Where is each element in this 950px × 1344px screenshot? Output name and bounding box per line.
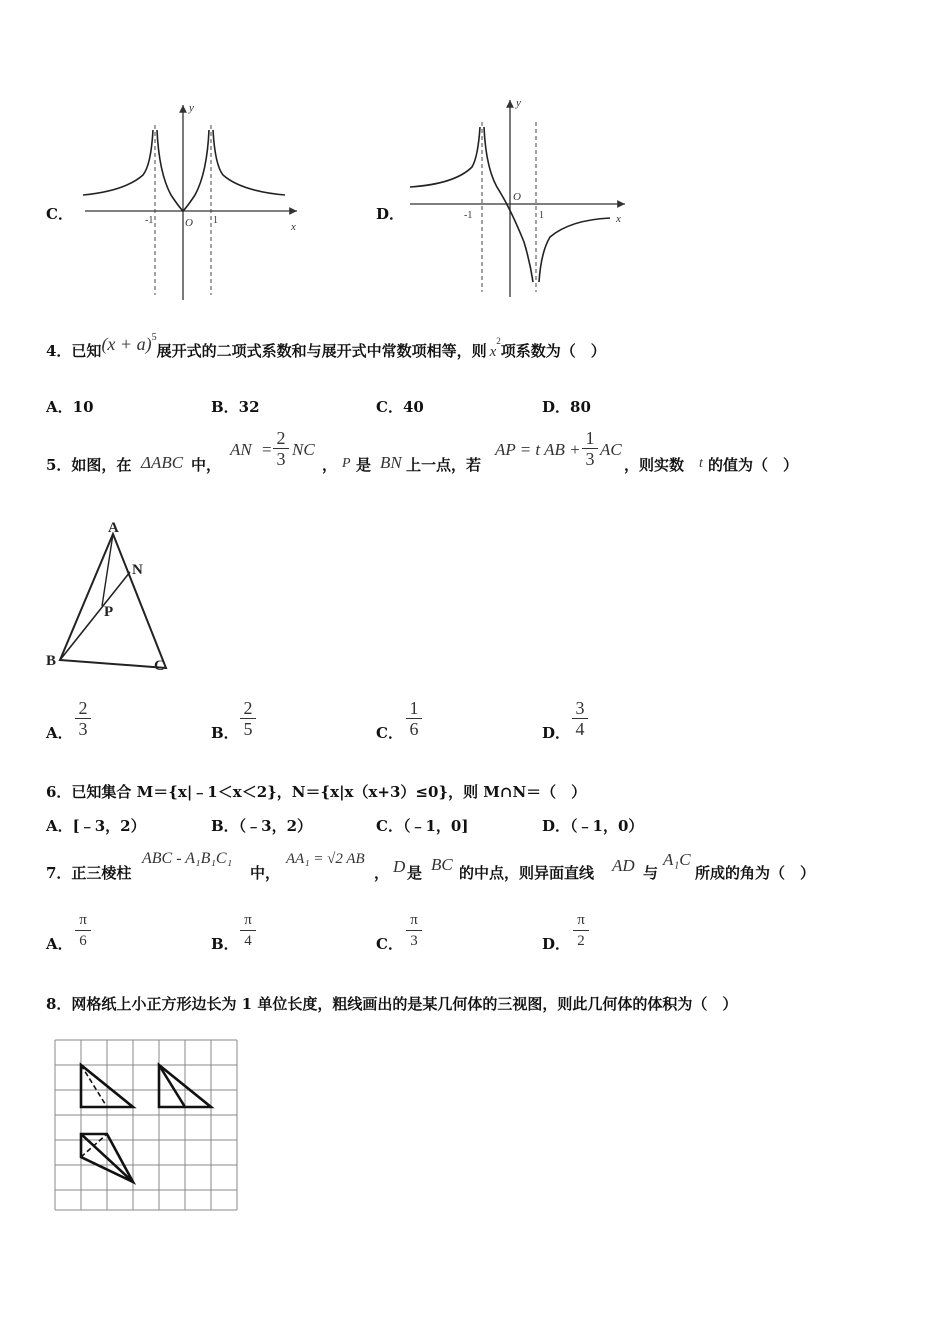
q5-fraction-1-3: 1 3 [580, 428, 600, 469]
q5-p: P [342, 456, 351, 471]
graph-c-curve-left [83, 130, 153, 195]
q5-an: AN [230, 440, 252, 459]
q5-option-a-label[interactable]: A． [46, 724, 73, 742]
graph-d-curve-right [539, 218, 610, 282]
q6-option-c[interactable]: C．（﹣1，0] [376, 817, 469, 835]
q7-number: 7．正三棱柱 [46, 864, 132, 882]
q7-option-a-value: π 6 [73, 910, 93, 951]
q6-option-a[interactable]: A．[﹣3，2） [46, 817, 146, 835]
graph-d-ylabel: y [516, 97, 521, 109]
question-5 [46, 428, 946, 478]
q5-option-c-label[interactable]: C． [376, 724, 403, 742]
q4-exponent: 5 [151, 331, 157, 343]
question-8: 8．网格纸上小正方形边长为 1 单位长度，粗线画出的是某几何体的三视图，则此几何体的体积为（ ） [46, 995, 738, 1013]
question-4 [46, 331, 606, 361]
q6-option-b[interactable]: B．（﹣3，2） [211, 817, 313, 835]
q7-option-b-value: π 4 [238, 910, 258, 951]
q7-aa1: AA₁ = √2 AB [286, 851, 365, 867]
q4-option-d[interactable]: D．80 [542, 398, 591, 416]
q5-option-d-value: 3 4 [570, 698, 590, 739]
q5-figure [40, 520, 180, 680]
q5-option-b-label[interactable]: B． [211, 724, 239, 742]
question-7 [46, 848, 946, 888]
q5-t: t [699, 456, 703, 471]
q7-prism: ABC - A₁B₁C₁ [142, 850, 233, 867]
q5-fraction-2-3: 2 3 [271, 428, 291, 469]
q5-option-d-label[interactable]: D． [542, 724, 571, 742]
q5-fig-a: A [108, 520, 119, 536]
q5-zhong: 中， [191, 456, 222, 474]
q7-option-b-label[interactable]: B． [211, 935, 239, 953]
q7-option-d-value: π 2 [571, 910, 591, 951]
q7-option-c-value: π 3 [404, 910, 424, 951]
q4-x: x [489, 344, 497, 360]
q7-mid: 的中点，则异面直线 [459, 864, 595, 882]
q7-a1c: A₁C [663, 850, 691, 869]
q4-option-a[interactable]: A．10 [46, 398, 94, 416]
q7-bc: BC [431, 855, 453, 874]
q7-d: D [393, 857, 406, 876]
graph-c-origin: O [185, 217, 193, 229]
graph-c-xlabel: x [291, 221, 296, 233]
q5-nc: NC [292, 440, 315, 459]
graph-d-tick-pos: 1 [539, 210, 544, 221]
q5-option-a-value: 2 3 [73, 698, 93, 739]
question-6: 6．已知集合 M＝{x|﹣1＜x＜2}，N＝{x|x（x+3）≤0}，则 M∩N＝（ ） [46, 783, 587, 801]
graph-c-ylabel: y [189, 102, 194, 114]
q5-fig-n: N [132, 562, 143, 578]
q7-shi: 是 [407, 864, 423, 882]
q7-option-a-label[interactable]: A． [46, 935, 73, 953]
q4-text2: 项系数为（ ） [500, 342, 606, 360]
graph-d-curve-left [410, 127, 480, 187]
q5-tail2: 的值为（ ） [708, 456, 799, 474]
q7-zhong: 中， [250, 864, 281, 882]
q7-option-d-label[interactable]: D． [542, 935, 571, 953]
graph-c-curve-mid-right [183, 130, 209, 211]
q5-fig-p: P [104, 604, 114, 620]
q5-option-c-value: 1 6 [404, 698, 424, 739]
q4-option-c[interactable]: C．40 [376, 398, 424, 416]
q4-option-b[interactable]: B．32 [211, 398, 260, 416]
graph-d-xlabel: x [616, 213, 621, 225]
q7-comma: ， [374, 864, 390, 882]
q4-expr: (x + a) [101, 334, 152, 354]
q5-option-b-value: 2 5 [238, 698, 258, 739]
q5-tail1: ，则实数 [624, 456, 685, 474]
graph-c-curve-mid-left [157, 130, 183, 211]
graph-d-tick-neg: -1 [464, 210, 473, 221]
option-c-label: C． [46, 205, 73, 223]
option-d-label: D． [376, 205, 405, 223]
q5-eq: = [262, 440, 272, 459]
q4-x-exponent: 2 [496, 335, 501, 346]
graph-c [75, 95, 310, 305]
q5-fig-b: B [46, 653, 57, 669]
q7-tail: 所成的角为（ ） [695, 864, 816, 882]
q5-number: 5．如图，在 [46, 456, 132, 474]
graph-c-tick-pos: 1 [213, 215, 218, 226]
q5-fig-c: C [154, 658, 165, 674]
graph-d-origin: O [513, 191, 521, 203]
q8-three-view-grid [50, 1035, 245, 1215]
q7-ad: AD [612, 856, 635, 875]
q5-bn: BN [380, 453, 402, 472]
graph-c-tick-neg: -1 [145, 215, 154, 226]
q4-text1: 展开式的二项式系数和与展开式中常数项相等，则 [156, 342, 487, 360]
q5-ap-eq: AP = t AB + [495, 440, 581, 459]
q5-shi: 是 [356, 456, 372, 474]
q5-comma: ， [322, 456, 338, 474]
graph-d [400, 92, 635, 302]
q6-option-d[interactable]: D．（﹣1，0） [542, 817, 644, 835]
q4-number: 4．已知 [46, 342, 102, 360]
q7-yu: 与 [643, 864, 659, 882]
q7-option-c-label[interactable]: C． [376, 935, 403, 953]
graph-c-curve-right [213, 130, 285, 195]
q5-triangle: ΔABC [141, 453, 184, 472]
q5-ac: AC [600, 440, 622, 459]
q5-shang: 上一点，若 [406, 456, 482, 474]
